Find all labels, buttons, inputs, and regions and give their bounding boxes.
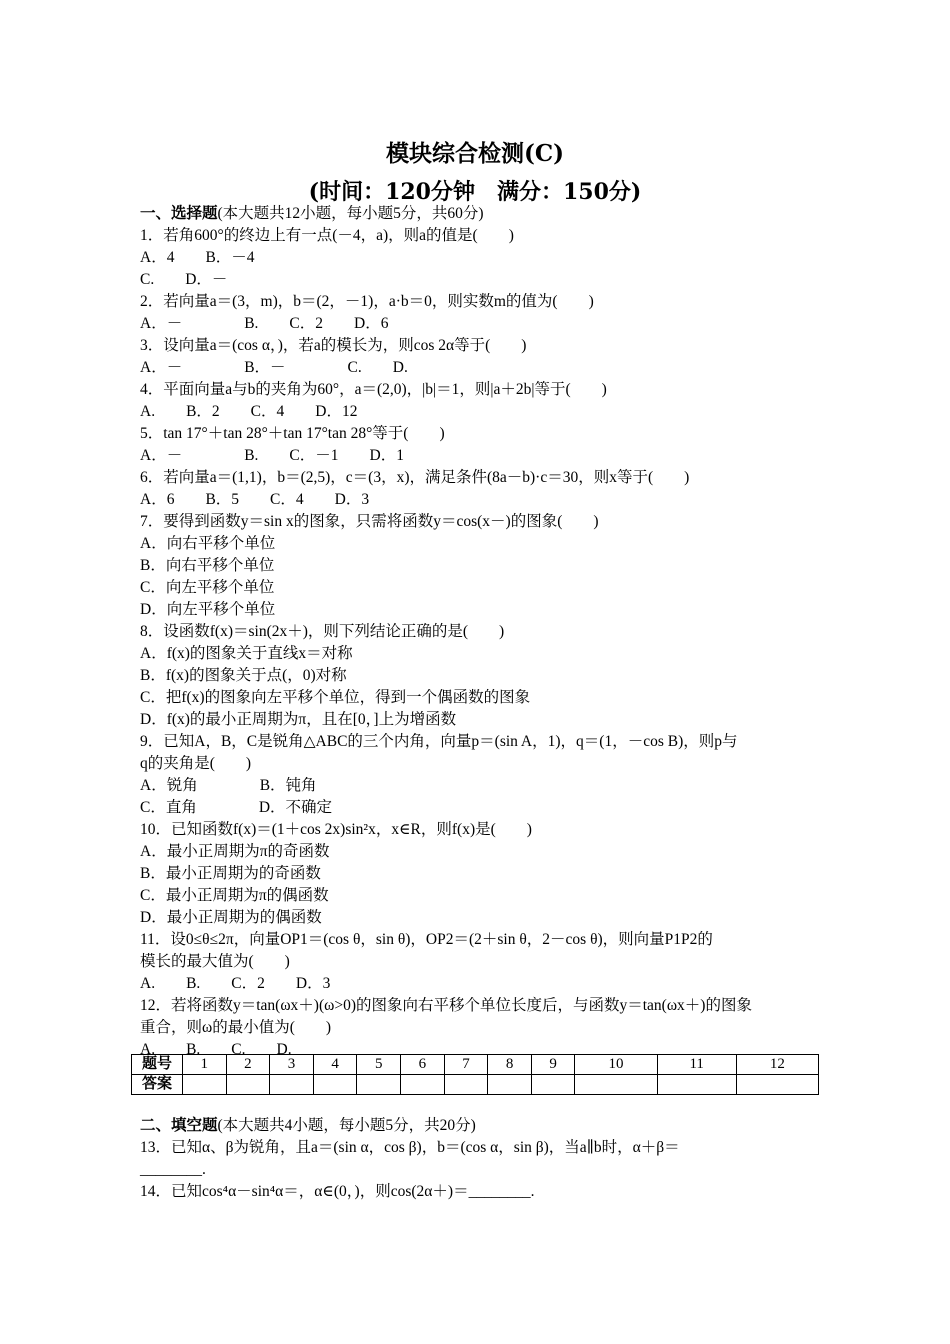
section-heading-title: 一、选择题 bbox=[140, 205, 218, 222]
option-line: A．－ B. C．－1 D．1 bbox=[140, 447, 404, 464]
table-cell-number: 9 bbox=[531, 1055, 575, 1075]
answer-cell[interactable] bbox=[488, 1075, 532, 1095]
section-heading-title: 二、填空题 bbox=[140, 1117, 218, 1134]
table-cell-number: 7 bbox=[444, 1055, 488, 1075]
option-line: A．最小正周期为π的奇函数 bbox=[140, 843, 330, 860]
answer-cell[interactable] bbox=[357, 1075, 401, 1095]
question-line: 模长的最大值为( ) bbox=[140, 953, 290, 970]
question-line: 12．若将函数y＝tan(ωx＋)(ω>0)的图象向右平移个单位长度后，与函数y＝tan(ωx＋)的图象 bbox=[140, 997, 752, 1014]
option-line: A．f(x)的图象关于直线x＝对称 bbox=[140, 645, 353, 662]
question-line: 4．平面向量a与b的夹角为60°，a＝(2,0)，|b|＝1，则|a＋2b|等于( ) bbox=[140, 381, 607, 398]
table-cell-number: 2 bbox=[226, 1055, 270, 1075]
option-line: A. B．2 C．4 D．12 bbox=[140, 403, 358, 420]
question-line: 7．要得到函数y＝sin x的图象，只需将函数y＝cos(x－)的图象( ) bbox=[140, 513, 599, 530]
question-line: 2．若向量a＝(3，m)，b＝(2，－1)，a·b＝0，则实数m的值为( ) bbox=[140, 293, 594, 310]
option-line: A．锐角 B．钝角 bbox=[140, 777, 317, 794]
answer-blank: ________. bbox=[140, 1161, 206, 1178]
question-line: 13．已知α、β为锐角，且a＝(sin α，cos β)，b＝(cos α，sin β)，当a∥b时，α＋β＝ bbox=[140, 1139, 680, 1156]
answer-cell[interactable] bbox=[444, 1075, 488, 1095]
table-cell-number: 3 bbox=[270, 1055, 314, 1075]
option-line: D．最小正周期为的偶函数 bbox=[140, 909, 322, 926]
answer-cell[interactable] bbox=[531, 1075, 575, 1095]
option-line: C．最小正周期为π的偶函数 bbox=[140, 887, 329, 904]
table-cell-number: 5 bbox=[357, 1055, 401, 1075]
answer-table-answer-row bbox=[132, 1075, 819, 1095]
answer-cell[interactable] bbox=[736, 1075, 818, 1095]
document-title: 模块综合检测(C) bbox=[385, 140, 565, 167]
option-line: A．－ B. C．2 D．6 bbox=[140, 315, 389, 332]
table-cell-number: 1 bbox=[183, 1055, 227, 1075]
option-line: C．直角 D．不确定 bbox=[140, 799, 333, 816]
table-cell-number: 11 bbox=[657, 1055, 736, 1075]
option-line: B．最小正周期为的奇函数 bbox=[140, 865, 321, 882]
section-multiple-choice bbox=[140, 203, 820, 1061]
option-line: C．把f(x)的图象向左平移个单位，得到一个偶函数的图象 bbox=[140, 689, 531, 706]
section-heading bbox=[140, 1115, 820, 1137]
table-cell-number: 12 bbox=[736, 1055, 818, 1075]
option-line: A．向右平移个单位 bbox=[140, 535, 276, 552]
answer-cell[interactable] bbox=[226, 1075, 270, 1095]
answer-cell[interactable] bbox=[183, 1075, 227, 1095]
answer-cell[interactable] bbox=[575, 1075, 657, 1095]
section-fill-in bbox=[140, 1115, 820, 1203]
section-heading bbox=[140, 203, 820, 225]
option-line: A. B. C. D. bbox=[140, 1041, 292, 1058]
document-subtitle: (时间：120分钟 满分：150分) bbox=[308, 179, 642, 205]
answer-cell[interactable] bbox=[657, 1075, 736, 1095]
question-line: 5．tan 17°＋tan 28°＋tan 17°tan 28°等于( ) bbox=[140, 425, 445, 442]
question-line: 10．已知函数f(x)＝(1＋cos 2x)sin²x，x∈R，则f(x)是( ) bbox=[140, 821, 532, 838]
table-cell-number: 8 bbox=[488, 1055, 532, 1075]
answer-cell[interactable] bbox=[313, 1075, 357, 1095]
question-line: 8．设函数f(x)＝sin(2x＋)，则下列结论正确的是( ) bbox=[140, 623, 505, 640]
question-line: 6．若向量a＝(1,1)，b＝(2,5)，c＝(3，x)，满足条件(8a－b)·c＝30，则x等于( ) bbox=[140, 469, 690, 486]
option-line: A. B. C．2 D．3 bbox=[140, 975, 331, 992]
table-cell-number: 4 bbox=[313, 1055, 357, 1075]
answer-cell[interactable] bbox=[401, 1075, 445, 1095]
table-cell-label: 题号 bbox=[132, 1055, 183, 1075]
table-cell-number: 6 bbox=[401, 1055, 445, 1075]
question-line: 9．已知A，B，C是锐角△ABC的三个内角，向量p＝(sin A，1)，q＝(1，－cos B)，则p与 bbox=[140, 733, 738, 750]
question-line: q的夹角是( ) bbox=[140, 755, 252, 772]
answer-table-header-row bbox=[132, 1055, 819, 1075]
answer-cell[interactable] bbox=[270, 1075, 314, 1095]
option-line: C. D．－ bbox=[140, 271, 228, 288]
question-line: 3．设向量a＝(cos α，)，若a的模长为，则cos 2α等于( ) bbox=[140, 337, 527, 354]
question-line: 11．设0≤θ≤2π，向量OP1＝(cos θ，sin θ)，OP2＝(2＋sin θ，2－cos θ)，则向量P1P2的 bbox=[140, 931, 713, 948]
section-heading-note: (本大题共4小题，每小题5分，共20分) bbox=[217, 1117, 476, 1134]
option-line: C．向左平移个单位 bbox=[140, 579, 275, 596]
question-line: 1．若角600°的终边上有一点(－4，a)，则a的值是( ) bbox=[140, 227, 514, 244]
option-line: D．f(x)的最小正周期为π，且在[0，]上为增函数 bbox=[140, 711, 457, 728]
answer-table bbox=[131, 1054, 819, 1095]
question-line: 14．已知cos⁴α－sin⁴α＝，α∈(0，)，则cos(2α＋)＝________. bbox=[140, 1183, 535, 1200]
option-line: A．－ B．－ C. D. bbox=[140, 359, 408, 376]
section-heading-note: (本大题共12小题，每小题5分，共60分) bbox=[217, 205, 484, 222]
option-line: B．向右平移个单位 bbox=[140, 557, 275, 574]
table-cell-label: 答案 bbox=[132, 1075, 183, 1095]
option-line: B．f(x)的图象关于点(，0)对称 bbox=[140, 667, 347, 684]
option-line: A．4 B．－4 bbox=[140, 249, 255, 266]
option-line: A．6 B．5 C．4 D．3 bbox=[140, 491, 370, 508]
table-cell-number: 10 bbox=[575, 1055, 657, 1075]
question-line: 重合，则ω的最小值为( ) bbox=[140, 1019, 332, 1036]
option-line: D．向左平移个单位 bbox=[140, 601, 276, 618]
